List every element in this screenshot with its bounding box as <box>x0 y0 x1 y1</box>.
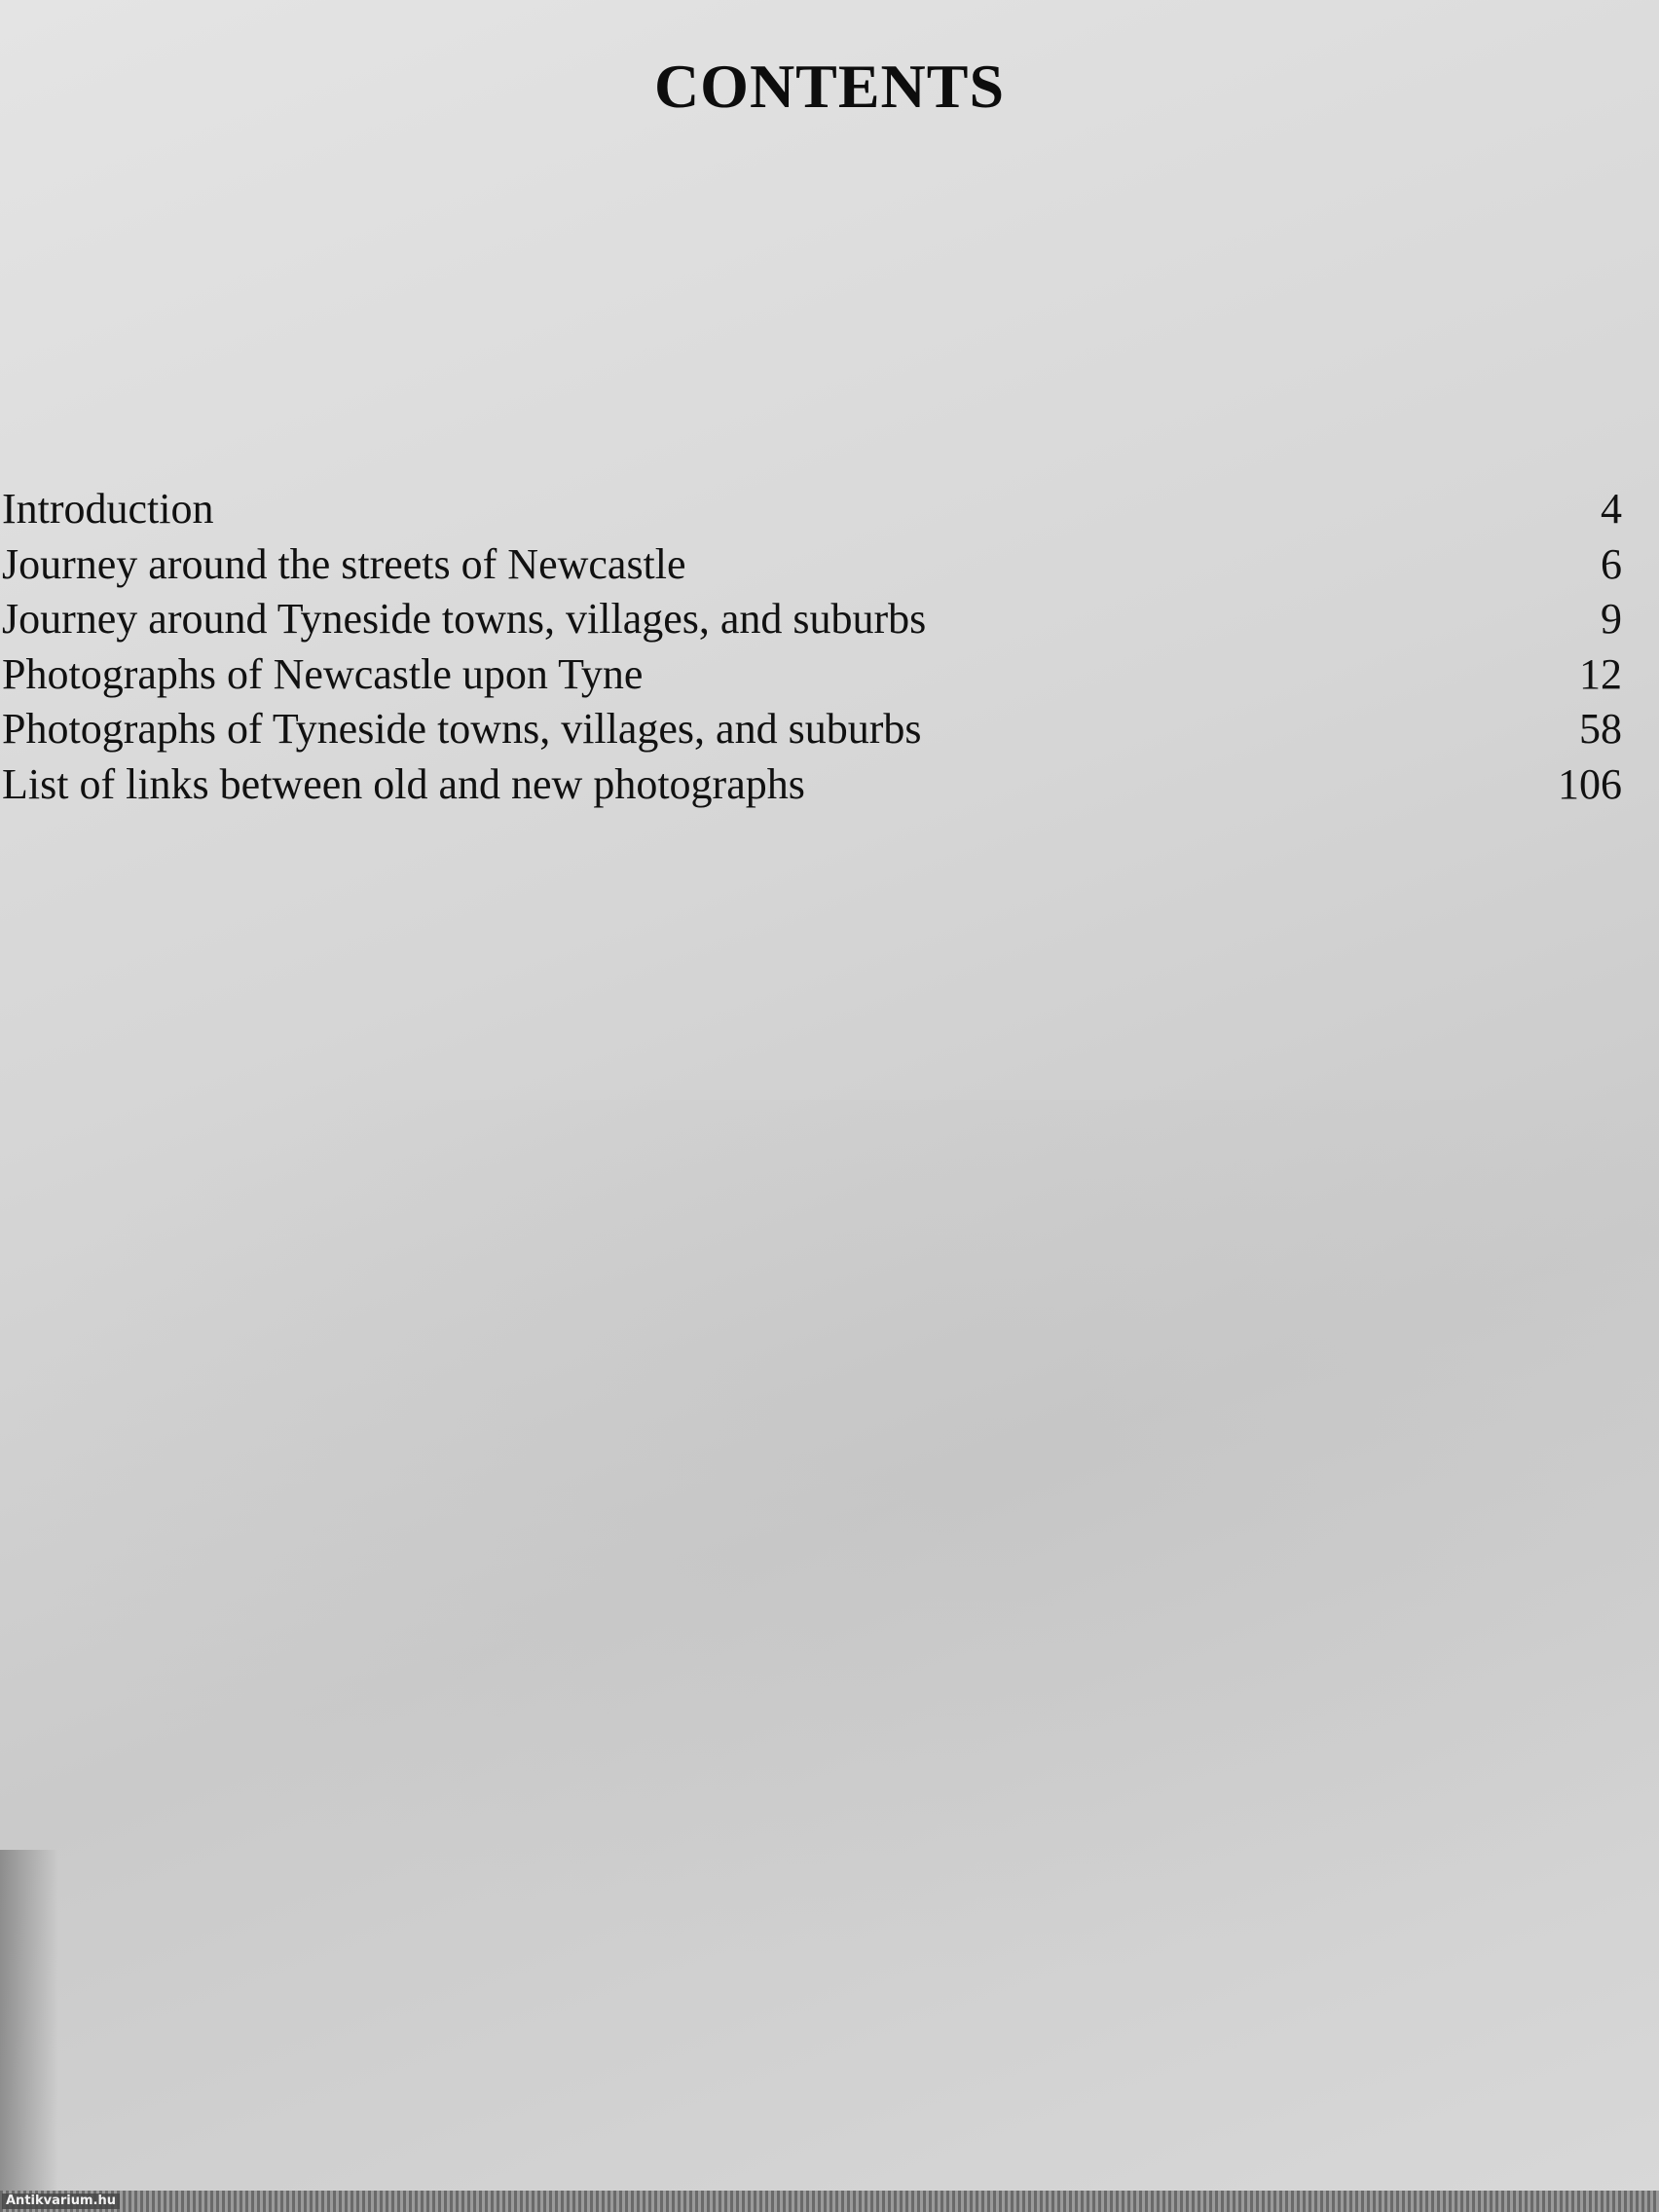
toc-entry-label: Journey around the streets of Newcastle <box>2 539 686 588</box>
toc-entry-label: List of links between old and new photographs <box>2 759 805 808</box>
toc-entry-page: 58 <box>1579 705 1622 753</box>
watermark-label: Antikvarium.hu <box>2 2194 120 2209</box>
toc-entry-label: Journey around Tyneside towns, villages, and suburbs <box>2 595 927 643</box>
toc-entry-photographs-tyneside <box>2 702 1622 757</box>
toc-entry-journey-tyneside <box>2 592 1622 647</box>
toc-entry-page: 106 <box>1558 759 1622 808</box>
page-title: CONTENTS <box>653 52 1006 121</box>
toc-entry-label: Introduction <box>2 485 214 533</box>
toc-entry-page: 6 <box>1601 539 1622 588</box>
toc-entry-journey-newcastle <box>2 537 1622 593</box>
toc-entry-page: 12 <box>1579 649 1622 698</box>
page-edge-strip <box>0 2191 1659 2212</box>
toc-entry-photographs-newcastle <box>2 647 1622 703</box>
toc-entry-introduction <box>2 482 1622 537</box>
toc-entry-page: 4 <box>1601 485 1622 533</box>
table-of-contents <box>2 482 1622 812</box>
toc-entry-label: Photographs of Newcastle upon Tyne <box>2 649 644 698</box>
toc-entry-list-of-links <box>2 757 1622 813</box>
toc-entry-label: Photographs of Tyneside towns, villages, and suburbs <box>2 705 922 753</box>
show-through-area <box>0 1100 1659 1976</box>
page-shadow <box>0 1850 58 2191</box>
toc-entry-page: 9 <box>1601 595 1622 643</box>
